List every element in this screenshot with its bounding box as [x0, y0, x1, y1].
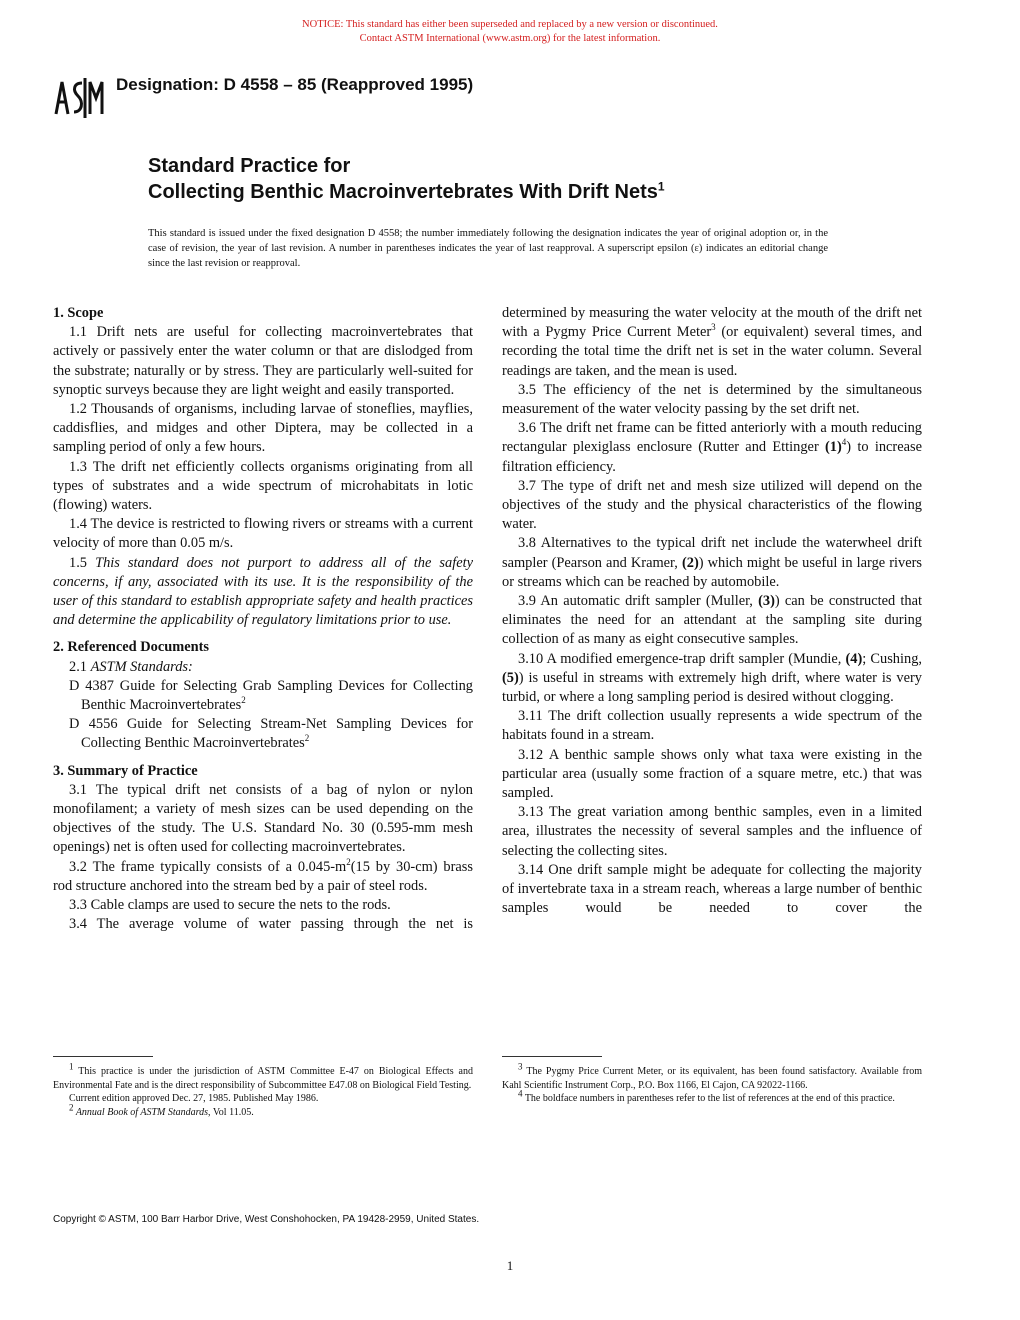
- section-heading-summary: 3. Summary of Practice: [53, 762, 198, 779]
- copyright-line: Copyright © ASTM, 100 Barr Harbor Drive, West Conshohocken, PA 19428-2959, United States.: [53, 1214, 480, 1225]
- paragraph-1-5: [53, 554, 473, 631]
- section-heading-scope: 1. Scope: [53, 305, 104, 321]
- paragraph-1-2: 1.2 Thousands of organisms, including larvae of stoneflies, mayflies, caddisflies, and midges and other Diptera, may be collected in a sampling period of only a few hours.: [53, 401, 473, 456]
- footnote-4: $^4$ The boldface numbers in parentheses refer to the list of references at the end of this practice.: [518, 1088, 895, 1104]
- paragraph-3-9: 3.9 An automatic drift sampler (Muller, (3)) can be constructed that eliminates the need for an attendant at the sampling site during collection of as many as eight consecutive samples.: [502, 593, 922, 648]
- paragraph-2-1: [53, 658, 473, 677]
- left-column: [53, 304, 473, 934]
- notice-line-1: NOTICE: This standard has either been superseded and replaced by a new version or discontinued.: [302, 19, 718, 30]
- footnote-1: $^1$ This practice is under the jurisdiction of ASTM Committee E-47 on Biological Effects and Environmental Fate and is the direct responsibility of Subcommittee E47.08 on Biological Field Testing.: [53, 1061, 473, 1091]
- astm-logo-icon: [52, 74, 104, 120]
- footnote-2: $^2$ Annual Book of ASTM Standards, Vol 11.05.: [69, 1102, 254, 1118]
- paragraph-1-1: 1.1 Drift nets are useful for collecting macroinvertebrates that actively or passively enter the water column or that are dislodged from the substrate; naturally or by stress. They are particularly well-suited for synoptic surveys because they are light weight and easily transported.: [53, 324, 473, 398]
- section-heading-referenced-documents: 2. Referenced Documents: [53, 639, 209, 656]
- right-column: [502, 304, 922, 919]
- footnotes-right: [502, 1061, 922, 1106]
- paragraph-3-1: 3.1 The typical drift net consists of a bag of nylon or nylon monofilament; a variety of mesh sizes can be used depending on the objectives of the study. The U.S. Standard No. 30 (0.595-mm mesh openings) net is often used for collecting macroinvertebrates.: [53, 781, 473, 856]
- footnotes-left: [53, 1061, 473, 1119]
- reference-d4387: D 4387 Guide for Selecting Grab Sampling Devices for Collecting Benthic Macroinvertebrates$^2$: [69, 677, 473, 714]
- paragraph-3-13: 3.13 The great variation among benthic samples, even in a limited area, illustrates the necessity of several samples and the influence of selecting the collecting sites.: [502, 804, 922, 859]
- reference-d4556: D 4556 Guide for Selecting Stream-Net Sampling Devices for Collecting Benthic Macroinvertebrates$^2$: [69, 716, 473, 752]
- paragraph-2-1-number: 2.1: [69, 658, 87, 675]
- paragraph-3-11: 3.11 The drift collection usually represents a wide spectrum of the habitats found in a stream.: [502, 708, 922, 744]
- paragraph-3-7: 3.7 The type of drift net and mesh size utilized will depend on the objectives of the study and the physical characteristics of the flowing water.: [502, 477, 922, 533]
- designation: Designation: D 4558 – 85 (Reapproved 1995): [116, 75, 474, 94]
- paragraph-3-6: 3.6 The drift net frame can be fitted anteriorly with a mouth reducing rectangular plexiglass enclosure (Rutter and Ettinger $(1)^4$) to increase filtration efficiency.: [502, 420, 922, 475]
- footnote-3: $^3$ The Pygmy Price Current Meter, or its equivalent, has been found satisfactory. Available from Kahl Scientific Instrument Corp., P.O. Box 1166, El Cajon, CA 92022-1166.: [502, 1061, 922, 1091]
- title-line-2: Collecting Benthic Macroinvertebrates With Drift Nets: [148, 181, 658, 203]
- document-title: [148, 153, 665, 205]
- paragraph-3-14: 3.14 One drift sample might be adequate for collecting the majority of invertebrate taxa in a stream reach, whereas a large number of benthic samples would be needed to cover the: [502, 861, 922, 917]
- paragraph-3-8: 3.8 Alternatives to the typical drift net include the waterwheel drift sampler (Pearson and Kramer, (2)) which might be useful in large rivers or streams which can be reached by automobile.: [502, 535, 923, 590]
- footnote-1-edition: Current edition approved Dec. 27, 1985. Published May 1986.: [69, 1093, 319, 1104]
- paragraph-3-4-continued: determined by measuring the water velocity at the mouth of the drift net with a Pygmy Price Current Meter$^3$ (or equivalent) several times, and recording the total time the drift net is set in the water column. Several readings are taken, and the mean is used.: [502, 305, 922, 379]
- paragraph-3-5: 3.5 The efficiency of the net is determined by the simultaneous measurement of the water velocity passing by the set drift net.: [502, 381, 922, 418]
- supersede-notice: [0, 18, 1020, 46]
- issuance-statement: This standard is issued under the fixed designation D 4558; the number immediately following the designation indicates the year of original adoption or, in the case of revision, the year of last revision. A number in parentheses indicates the year of last reapproval. A superscript epsilon (ε) indicates an editorial change since the last revision or reapproval.: [148, 228, 828, 269]
- paragraph-1-5-number: 1.5: [69, 554, 87, 571]
- notice-line-2: Contact ASTM International (www.astm.org) for the latest information.: [359, 33, 661, 44]
- paragraph-3-3: 3.3 Cable clamps are used to secure the nets to the rods.: [69, 897, 391, 914]
- page-number: 1: [506, 1258, 514, 1273]
- paragraph-3-4: 3.4 The average volume of water passing through the net is: [69, 916, 473, 933]
- title-line-1: Standard Practice for: [148, 155, 351, 177]
- paragraph-3-12: 3.12 A benthic sample shows only what taxa were existing in the particular area (usually some fraction of a square metre, etc.) that was sampled.: [502, 746, 922, 802]
- footnote-rule-left: [53, 1056, 153, 1057]
- title-footnote-ref: 1: [657, 179, 665, 194]
- paragraph-2-1-text: ASTM Standards:: [90, 658, 193, 675]
- paragraph-1-3: 1.3 The drift net efficiently collects organisms originating from all types of substrates and a wide spectrum of microhabitats in lotic (flowing) waters.: [53, 458, 473, 514]
- paragraph-3-2: 3.2 The frame typically consists of a $0.045-m^2(15$ by 30-cm) brass rod structure anchored into the stream bed by a pair of steel rods.: [53, 856, 473, 894]
- footnote-rule-right: [502, 1056, 602, 1057]
- paragraph-1-4: 1.4 The device is restricted to flowing rivers or streams with a current velocity of more than 0.05 m/s.: [53, 516, 473, 552]
- paragraph-1-5-text: This standard does not purport to address all of the safety concerns, if any, associated with its use. It is the responsibility of the user of this standard to establish appropriate safety and health practices and determine the applicability of regulatory limitations prior to use.: [53, 554, 473, 629]
- paragraph-3-10: 3.10 A modified emergence-trap drift sampler (Mundie, (4); Cushing, (5)) is useful in streams with extremely high drift, where water is very turbid, or where a long sampling period is desired without clogging.: [502, 650, 922, 706]
